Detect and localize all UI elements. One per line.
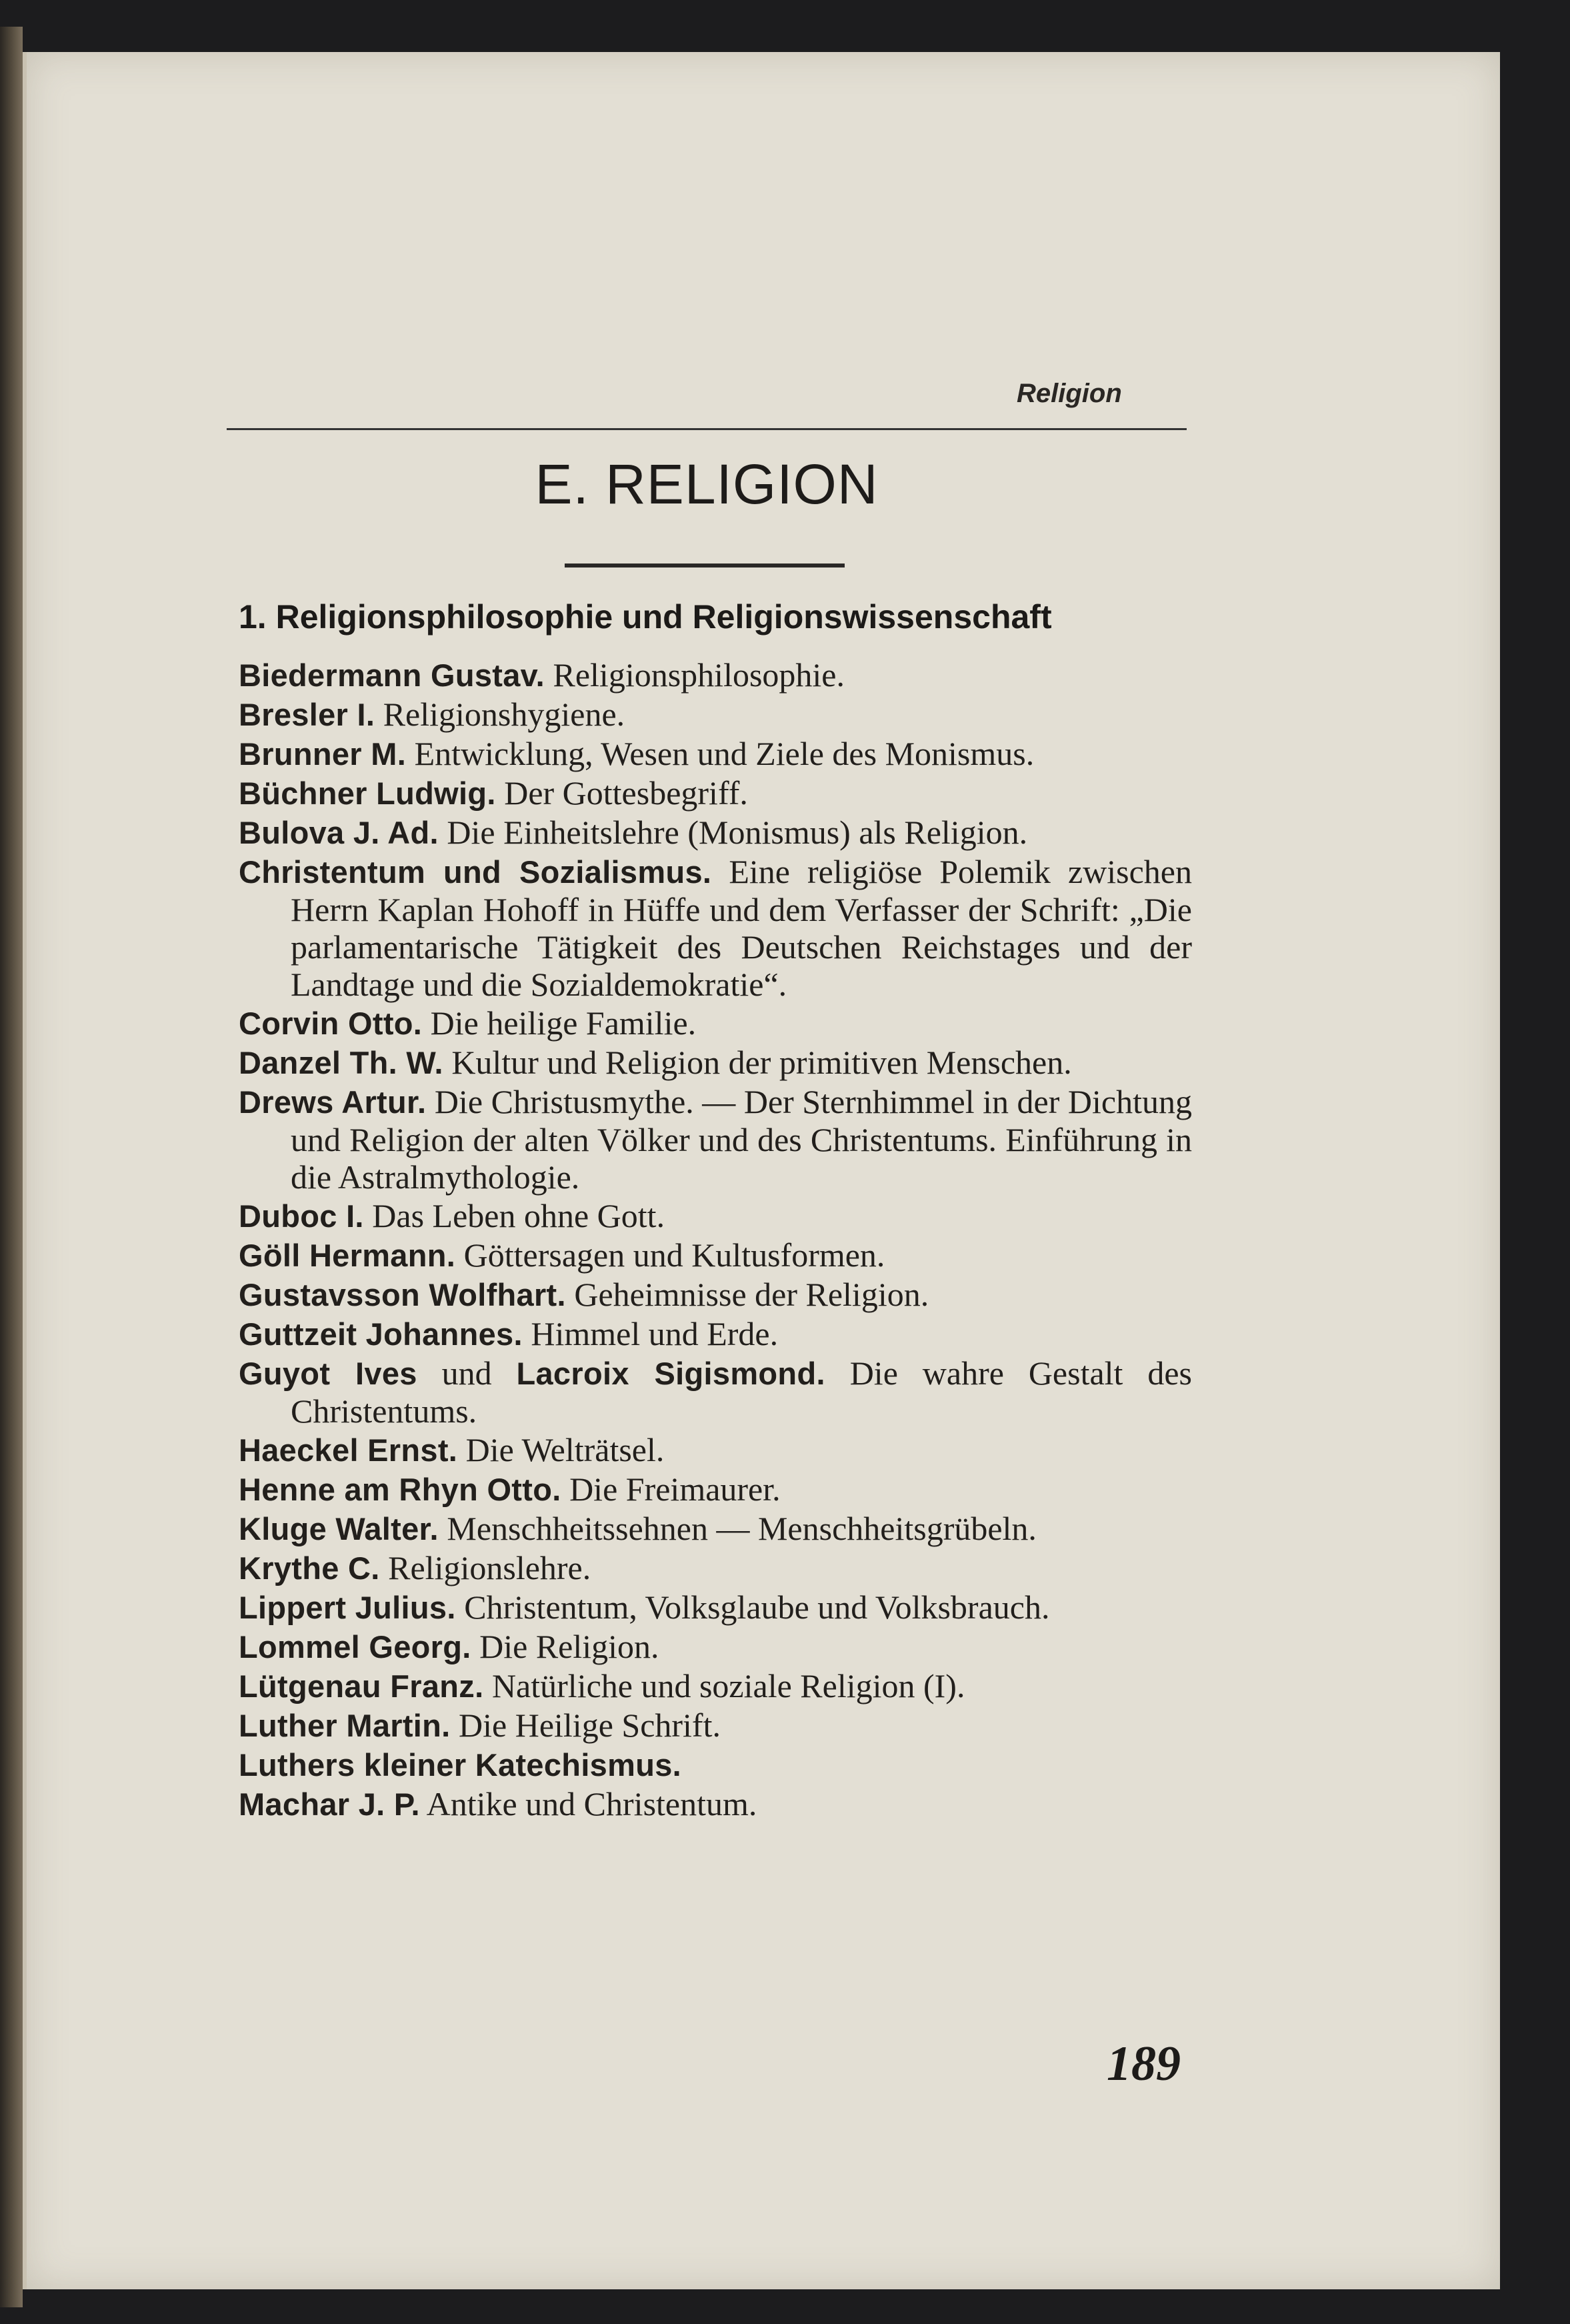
- bibliography-entry: [239, 1431, 1192, 1469]
- title-rule: [565, 563, 845, 567]
- book-spine-edge: [0, 27, 23, 2307]
- entry-title: Himmel und Erde.: [531, 1315, 779, 1352]
- entry-title: Die Einheitslehre (Monismus) als Religion.: [447, 814, 1028, 851]
- entry-author: Krythe C.: [239, 1550, 380, 1586]
- entry-title: Der Gottesbegriff.: [504, 774, 748, 812]
- entry-title: Antike und Christentum.: [426, 1785, 757, 1823]
- entry-author: Bulova J. Ad.: [239, 815, 439, 850]
- entry-author: Lommel Georg.: [239, 1629, 471, 1664]
- bibliography-entry: [239, 1470, 1192, 1508]
- entry-title: Das Leben ohne Gott.: [372, 1197, 665, 1234]
- chapter-title: E. RELIGION: [535, 453, 879, 515]
- entry-author: Göll Hermann.: [239, 1238, 456, 1273]
- bibliography-entry: [239, 1276, 1192, 1314]
- entry-title: Natürliche und soziale Religion (I).: [491, 1667, 965, 1704]
- bibliography-entry: [239, 853, 1192, 1003]
- entry-author: Machar J. P.: [239, 1787, 420, 1822]
- entry-author: Bresler I.: [239, 697, 375, 732]
- entry-author: Lütgenau Franz.: [239, 1668, 484, 1704]
- entry-author: Brunner M.: [239, 736, 407, 772]
- entry-title: Kultur und Religion der primitiven Menschen.: [451, 1044, 1072, 1081]
- bibliography-entry: [239, 696, 1192, 734]
- entry-author-second: Lacroix Sigismond.: [516, 1356, 825, 1391]
- bibliography-entry: [239, 1236, 1192, 1274]
- entry-title: Die Freimaurer.: [569, 1470, 781, 1508]
- entry-title: Die Welträtsel.: [465, 1431, 665, 1468]
- bibliography-entry: [239, 1354, 1192, 1430]
- bibliography-entry: [239, 1510, 1192, 1548]
- bibliography-entry: [239, 1746, 1192, 1784]
- entry-author: Luthers kleiner Katechismus.: [239, 1747, 682, 1783]
- bibliography-entry: [239, 735, 1192, 773]
- entry-author: Luther Martin.: [239, 1708, 451, 1743]
- entry-author: Drews Artur.: [239, 1084, 427, 1120]
- entry-title: Religionslehre.: [388, 1549, 591, 1586]
- entry-title: Göttersagen und Kultusformen.: [463, 1236, 885, 1274]
- entry-author: Guttzeit Johannes.: [239, 1316, 523, 1352]
- bibliography-entry: [239, 1588, 1192, 1626]
- entry-author: Büchner Ludwig.: [239, 776, 496, 811]
- bibliography-entry: [239, 1706, 1192, 1745]
- bibliography-entry: [239, 1004, 1192, 1042]
- entry-title: Die Heilige Schrift.: [459, 1706, 721, 1744]
- section-heading: 1. Religionsphilosophie und Religionswissenschaft: [239, 598, 1052, 636]
- entry-conjunction: und: [441, 1354, 492, 1392]
- bibliography-entry: [239, 1549, 1192, 1587]
- bibliography-list: [239, 656, 1192, 1825]
- bibliography-entry: [239, 1628, 1192, 1666]
- entry-author: Duboc I.: [239, 1198, 364, 1234]
- entry-title: Die Religion.: [479, 1628, 659, 1665]
- page-number: 189: [1107, 2037, 1181, 2091]
- entry-title: Geheimnisse der Religion.: [574, 1276, 929, 1313]
- entry-author: Henne am Rhyn Otto.: [239, 1472, 561, 1507]
- book-page: [23, 52, 1500, 2289]
- bibliography-entry: [239, 1197, 1192, 1235]
- entry-author: Lippert Julius.: [239, 1590, 456, 1625]
- entry-author: Kluge Walter.: [239, 1511, 439, 1546]
- entry-author: Gustavsson Wolfhart.: [239, 1277, 566, 1312]
- bibliography-entry: [239, 1315, 1192, 1353]
- entry-author: Christentum und Sozialismus.: [239, 854, 712, 890]
- bibliography-entry: [239, 656, 1192, 694]
- entry-author: Haeckel Ernst.: [239, 1432, 458, 1468]
- entry-title: Die heilige Familie.: [430, 1004, 697, 1042]
- bibliography-entry: [239, 1044, 1192, 1082]
- entry-author: Biedermann Gustav.: [239, 658, 545, 693]
- entry-title: Die Christusmythe. — Der Sternhimmel in der Dichtung und Religion der alten Völker und des Christentums. Einführung in die Astralmythologie.: [291, 1083, 1192, 1196]
- bibliography-entry: [239, 1667, 1192, 1705]
- entry-author: Corvin Otto.: [239, 1006, 423, 1041]
- entry-title: Eine religiöse Polemik zwischen Herrn Kaplan Hohoff in Hüffe und dem Verfasser der Schrift: „Die parlamentarische Tätigkeit des Deutschen Reichstages und der Landtage und die Sozialdemokratie“.: [291, 853, 1192, 1003]
- bibliography-entry: [239, 774, 1192, 812]
- bibliography-entry: [239, 1083, 1192, 1196]
- bibliography-entry: [239, 1785, 1192, 1823]
- entry-title: Die wahre Gestalt des Christentums.: [291, 1354, 1192, 1430]
- entry-title: Menschheitssehnen — Menschheitsgrübeln.: [447, 1510, 1037, 1547]
- entry-title: Entwicklung, Wesen und Ziele des Monismus.: [414, 735, 1035, 772]
- entry-author: Guyot Ives: [239, 1356, 417, 1391]
- entry-author: Danzel Th. W.: [239, 1045, 443, 1080]
- entry-title: Religionshygiene.: [383, 696, 625, 733]
- bibliography-entry: [239, 814, 1192, 852]
- header-rule: [227, 428, 1187, 430]
- entry-title: Christentum, Volksglaube und Volksbrauch.: [464, 1588, 1050, 1626]
- running-head: Religion: [1017, 379, 1122, 408]
- entry-title: Religionsphilosophie.: [553, 656, 845, 694]
